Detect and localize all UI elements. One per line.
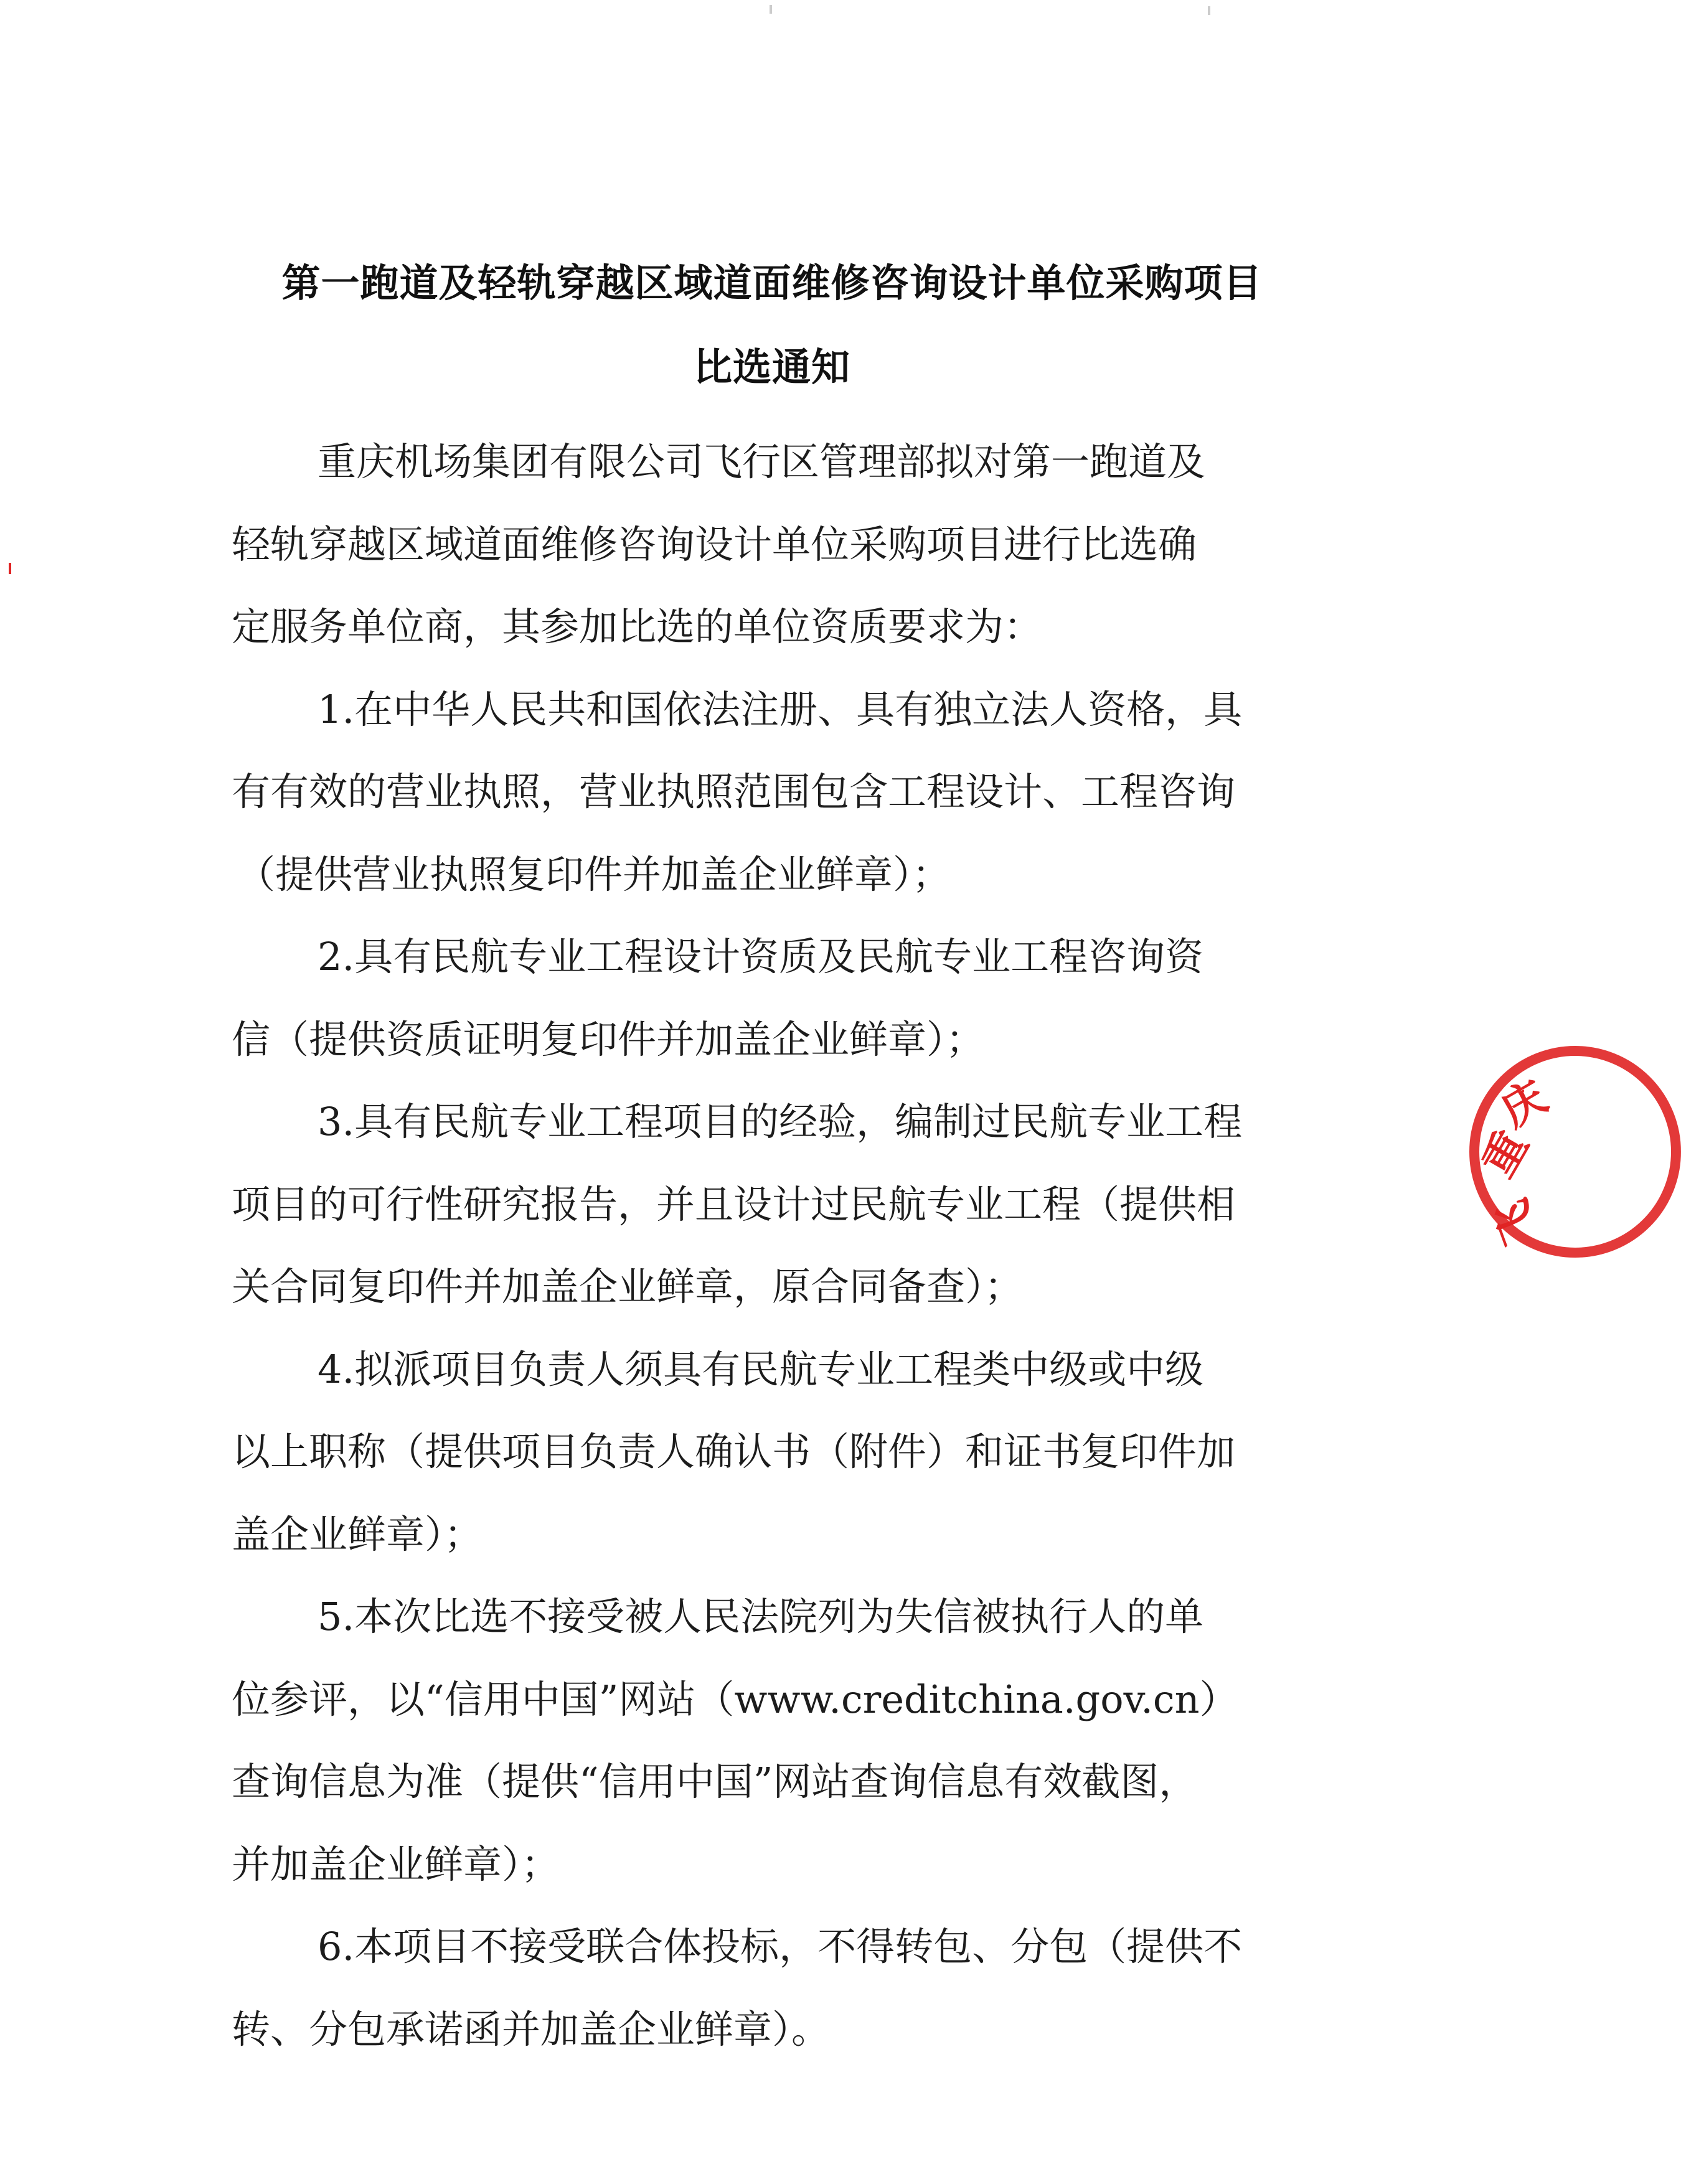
- item-6-line-1: 6.本项目不接受联合体投标，不得转包、分包（提供不: [318, 1924, 1243, 1969]
- item-5-line-2: 位参评，以“信用中国”网站（www.creditchina.gov.cn）: [232, 1677, 1238, 1722]
- scan-speck: [1208, 6, 1210, 15]
- item-4-line-1: 4.拟派项目负责人须具有民航专业工程类中级或中级: [318, 1347, 1204, 1392]
- intro-line-3: 定服务单位商，其参加比选的单位资质要求为：: [232, 604, 1043, 649]
- item-5-line-1: 5.本次比选不接受被人民法院列为失信被执行人的单: [318, 1594, 1204, 1639]
- item-3-line-1: 3.具有民航专业工程项目的经验，编制过民航专业工程: [318, 1099, 1243, 1144]
- item-3-line-3: 关合同复印件并加盖企业鲜章，原合同备查）；: [232, 1264, 1024, 1309]
- item-2-line-1: 2.具有民航专业工程设计资质及民航专业工程咨询资: [318, 934, 1204, 979]
- item-3-line-2: 项目的可行性研究报告，并且设计过民航专业工程（提供相: [232, 1182, 1236, 1227]
- document-title-line-1: 第一跑道及轻轨穿越区域道面维修咨询设计单位采购项目: [281, 260, 1263, 306]
- stamp-char: 庆: [1492, 1071, 1556, 1137]
- item-2-line-2: 信（提供资质证明复印件并加盖企业鲜章）；: [232, 1017, 985, 1062]
- item-6-line-2: 转、分包承诺函并加盖企业鲜章）。: [232, 2007, 831, 2052]
- stamp-char: 重: [1472, 1122, 1538, 1186]
- intro-line-1: 重庆机场集团有限公司飞行区管理部拟对第一跑道及: [318, 439, 1206, 484]
- item-5-line-3: 查询信息为准（提供“信用中国”网站查询信息有效截图，: [232, 1759, 1198, 1804]
- intro-line-2: 轻轨穿越区域道面维修咨询设计单位采购项目进行比选确: [232, 522, 1197, 567]
- item-4-line-2: 以上职称（提供项目负责人确认书（附件）和证书复印件加: [232, 1429, 1236, 1474]
- margin-red-mark: [9, 563, 11, 574]
- item-5-line-4: 并加盖企业鲜章）；: [232, 1842, 560, 1887]
- item-1-line-1: 1.在中华人民共和国依法注册、具有独立法人资格，具: [318, 687, 1243, 732]
- item-1-line-3: （提供营业执照复印件并加盖企业鲜章）；: [237, 852, 951, 897]
- item-4-line-3: 盖企业鲜章）；: [232, 1512, 483, 1557]
- item-1-line-2: 有有效的营业执照，营业执照范围包含工程设计、工程咨询: [232, 769, 1236, 814]
- scan-speck: [770, 5, 772, 14]
- document-title-line-2: 比选通知: [693, 344, 850, 390]
- stamp-char: 飞: [1484, 1193, 1548, 1252]
